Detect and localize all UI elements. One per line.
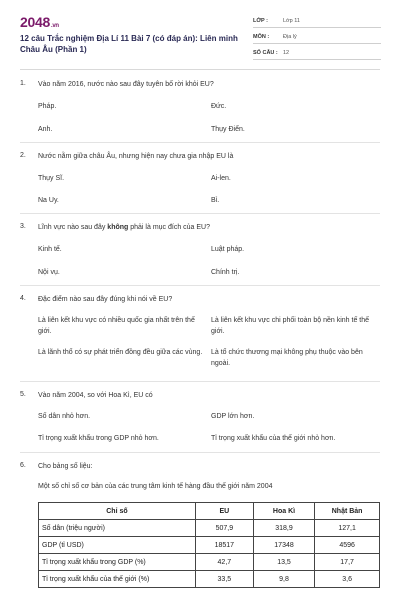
site-logo[interactable]: 2048.vn: [20, 14, 59, 30]
meta-label: LỚP :: [253, 17, 268, 24]
table-cell: 33,5: [195, 571, 253, 588]
meta-label: SỐ CÂU :: [253, 49, 278, 56]
table-cell: 17,7: [315, 554, 380, 571]
question-number: 3.: [20, 223, 26, 230]
divider: [20, 381, 380, 382]
table-cell: 3,6: [315, 571, 380, 588]
divider: [20, 69, 380, 70]
answer-option[interactable]: Thụy Điển.: [211, 126, 245, 133]
answer-option[interactable]: Nội vụ.: [38, 269, 60, 276]
answer-option[interactable]: Bỉ.: [211, 197, 220, 204]
answer-option[interactable]: Là liên kết khu vực có nhiều quốc gia nhất trên thế giới.: [38, 317, 195, 335]
answer-option[interactable]: Là lãnh thổ có sự phát triển đồng đều giữa các vùng.: [38, 349, 203, 356]
column-header: Nhật Bản: [315, 503, 380, 520]
answer-option[interactable]: Đức.: [211, 103, 227, 110]
table-cell: 18517: [195, 537, 253, 554]
question-number: 2.: [20, 152, 26, 159]
data-table: [38, 502, 380, 588]
column-header: EU: [195, 503, 253, 520]
page-title: 12 câu Trắc nghiệm Địa Lí 11 Bài 7 (có đáp án): Liên minh Châu Âu (Phần 1): [20, 34, 238, 54]
table-cell: 4596: [315, 537, 380, 554]
page-header: [0, 0, 400, 68]
divider: [20, 213, 380, 214]
question-number: 5.: [20, 391, 26, 398]
answer-option[interactable]: Luật pháp.: [211, 246, 245, 253]
meta-value[interactable]: Địa lý: [283, 33, 297, 40]
question-text: Đặc điểm nào sau đây đúng khi nói về EU?: [38, 296, 173, 303]
table-row: [39, 554, 380, 571]
table-header-row: [39, 503, 380, 520]
table-row: [39, 520, 380, 537]
meta-count: [253, 46, 381, 60]
answer-option[interactable]: Số dân nhỏ hơn.: [38, 413, 91, 420]
question-text: Vào năm 2004, so với Hoa Kì, EU có: [38, 392, 153, 399]
question-number: 4.: [20, 295, 26, 302]
meta-class: [253, 14, 381, 28]
answer-option[interactable]: Là liên kết khu vực chi phối toàn bộ nền kinh tế thế giới.: [211, 317, 370, 335]
meta-subject: [253, 30, 381, 44]
question-number: 1.: [20, 80, 26, 87]
row-label: Số dân (triệu người): [39, 520, 196, 537]
answer-option[interactable]: Tỉ trọng xuất khẩu của thế giới nhỏ hơn.: [211, 435, 336, 442]
table-cell: 17348: [253, 537, 314, 554]
table-cell: 13,5: [253, 554, 314, 571]
table-cell: 507,9: [195, 520, 253, 537]
row-label: Tỉ trọng xuất khẩu của thế giới (%): [39, 571, 196, 588]
answer-option[interactable]: Tỉ trọng xuất khẩu trong GDP nhỏ hơn.: [38, 435, 159, 442]
table-row: [39, 537, 380, 554]
divider: [20, 142, 380, 143]
column-header: Hoa Kì: [253, 503, 314, 520]
question-number: 6.: [20, 462, 26, 469]
question-text: Cho bảng số liệu:: [38, 463, 93, 470]
answer-option[interactable]: Anh.: [38, 126, 53, 133]
answer-option[interactable]: Kinh tế.: [38, 246, 62, 253]
answer-option[interactable]: Na Uy.: [38, 197, 59, 204]
table-row: [39, 571, 380, 588]
meta-value: 12: [283, 49, 290, 56]
table-cell: 42,7: [195, 554, 253, 571]
table-cell: 9,8: [253, 571, 314, 588]
answer-option[interactable]: Ai-len.: [211, 175, 231, 182]
table-cell: 318,9: [253, 520, 314, 537]
answer-option[interactable]: Chính trị.: [211, 269, 240, 276]
answer-option[interactable]: Là tổ chức thương mại không phụ thuộc vào bên ngoài.: [211, 349, 363, 367]
question-text: Lĩnh vực nào sau đây không phải là mục đích của EU?: [38, 224, 211, 231]
divider: [20, 452, 380, 453]
answer-option[interactable]: Pháp.: [38, 103, 57, 110]
column-header: Chỉ số: [39, 503, 196, 520]
divider: [20, 285, 380, 286]
answer-option[interactable]: Thụy Sĩ.: [38, 175, 65, 182]
answer-option[interactable]: GDP lớn hơn.: [211, 413, 255, 420]
meta-label: MÔN :: [253, 33, 270, 40]
table-caption: Một số chỉ số cơ bản của các trung tâm kinh tế hàng đầu thế giới năm 2004: [38, 483, 273, 490]
row-label: GDP (tỉ USD): [39, 537, 196, 554]
question-text: Vào năm 2016, nước nào sau đây tuyên bố rời khỏi EU?: [38, 81, 214, 88]
question-text: Nước nằm giữa châu Âu, nhưng hiện nay chưa gia nhập EU là: [38, 153, 234, 160]
table-cell: 127,1: [315, 520, 380, 537]
meta-value[interactable]: Lớp 11: [283, 17, 300, 24]
row-label: Tỉ trọng xuất khẩu trong GDP (%): [39, 554, 196, 571]
